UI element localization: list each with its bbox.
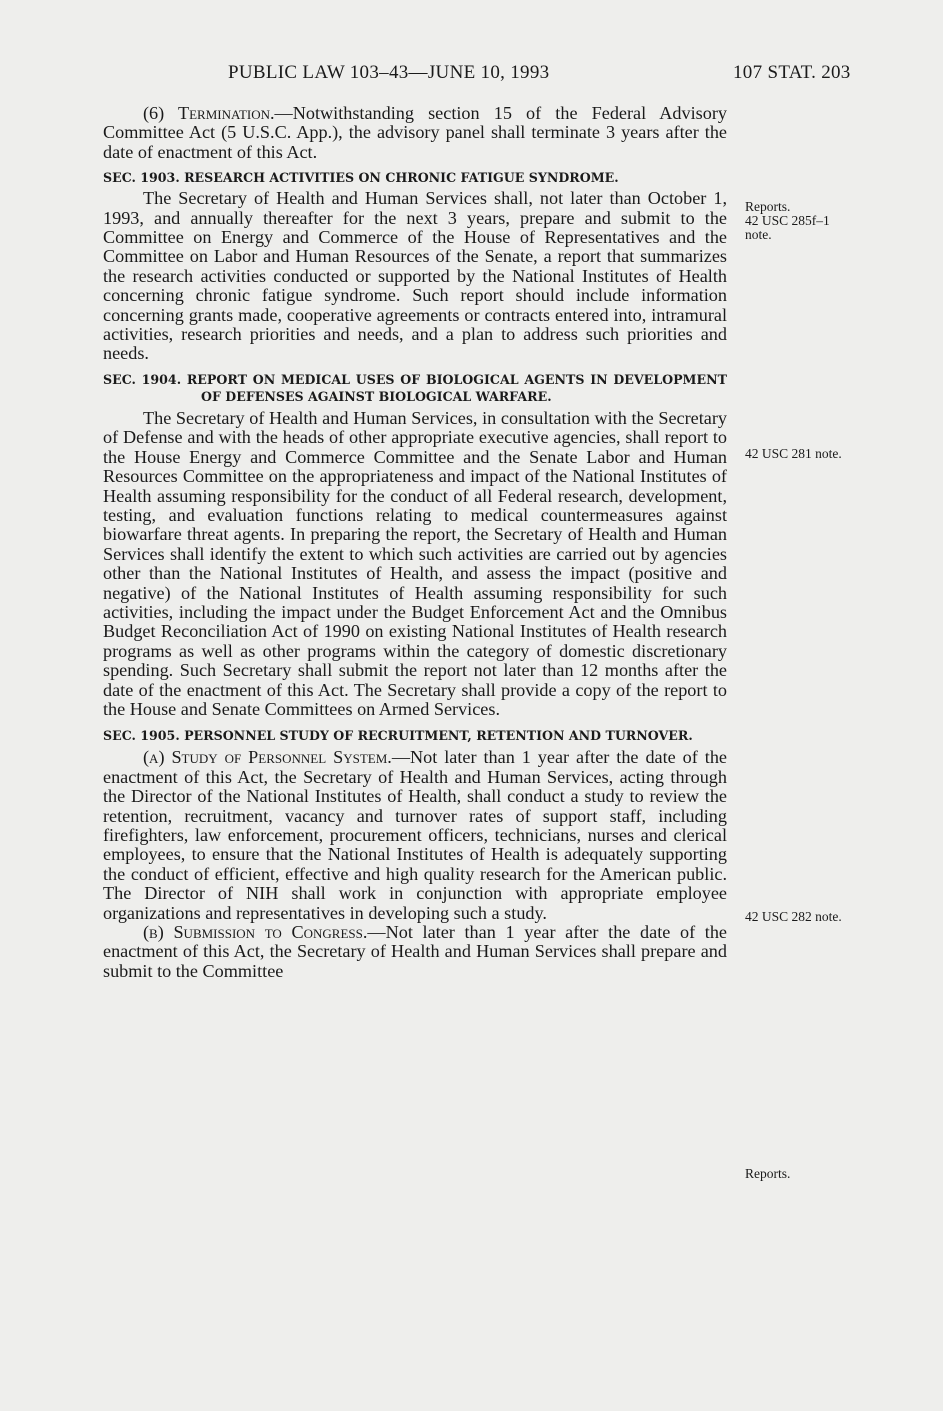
page-header xyxy=(0,62,943,88)
statute-page-number: 107 STAT. 203 xyxy=(733,62,851,83)
margin-note-sec-1905: 42 USC 282 note. xyxy=(745,909,842,924)
termination-label: (6) Termination. xyxy=(143,103,275,123)
paragraph-termination xyxy=(103,104,727,162)
sec-1905-para-a xyxy=(103,748,727,923)
sec-1904-heading: SEC. 1904. REPORT ON MEDICAL USES OF BIOLOGICAL AGENTS IN DEVELOPMENT OF DEFENSES AGAINST BIOLOGICAL WARFARE. xyxy=(103,371,727,404)
para-a-label: (a) Study of Personnel System. xyxy=(143,747,392,768)
margin-note-sec-1903: Reports. 42 USC 285f–1 note. xyxy=(745,199,830,242)
margin-note-sec-1904: 42 USC 281 note. xyxy=(745,446,842,461)
para-b-text: —Not later than 1 year after the date of the enactment of this Act, the Secretary of Health and Human Services shall prepare and submit to the Committee xyxy=(103,922,728,981)
sec-1904-text: The Secretary of Health and Human Services, in consultation with the Secretary of Defense and with the heads of other appropriate executive agencies, shall report to the House Energy and Commerce Committee and the Senate Labor and Human Resources Committee on the appropriateness and impact of the National Institutes of Health assuming responsibility for the conduct of all Federal research, development, testing, and evaluation functions relating to medical countermeasures against biowarfare threat agents. In preparing the report, the Secretary of Health and Human Services shall identify the extent to which such activities are carried out by agencies other than the National Institutes of Health, and assess the impact (positive and negative) of the National Institutes of Health assuming responsibility for such activities, including the impact under the Budget Enforcement Act and the Omnibus Budget Reconciliation Act of 1990 on existing National Institutes of Health research programs as well as other programs within the category of domestic discretionary spending. Such Secretary shall submit the report not later than 12 months after the date of the enactment of this Act. The Secretary shall provide a copy of the report to the House and Senate Committees on Armed Services. xyxy=(103,407,727,719)
termination-text: —Notwithstanding section 15 of the Federal Advisory Committee Act (5 U.S.C. App.), the advisory panel shall terminate 3 years after the date of enactment of this Act. xyxy=(103,103,727,162)
para-a-text: —Not later than 1 year after the date of the enactment of this Act, the Secretary of Health and Human Services, acting through the Director of the National Institutes of Health, shall conduct a study to review the retention, recruitment, vacancy and turnover rates of support staff, including firefighters, law enforcement, procurement officers, technicians, nurses and clerical employees, to ensure that the National Institutes of Health is adequately supporting the conduct of efficient, effective and high quality research for the American public. The Director of NIH shall work in conjunction with appropriate employee organizations and representatives in developing such a study. xyxy=(103,747,727,923)
running-title: PUBLIC LAW 103–43—JUNE 10, 1993 xyxy=(228,62,550,83)
sec-1905-heading: SEC. 1905. PERSONNEL STUDY OF RECRUITMENT, RETENTION AND TURNOVER. xyxy=(103,728,693,744)
sec-1905-para-b xyxy=(103,923,727,981)
sec-1903-heading: SEC. 1903. RESEARCH ACTIVITIES ON CHRONIC FATIGUE SYNDROME. xyxy=(103,170,619,186)
margin-note-para-b: Reports. xyxy=(745,1166,791,1181)
body-column xyxy=(103,104,727,981)
para-b-label: (b) Submission to Congress. xyxy=(143,922,368,943)
sec-1903-text: The Secretary of Health and Human Services shall, not later than October 1, 1993, and annually thereafter for the next 3 years, prepare and submit to the Committee on Energy and Commerce of the House of Representatives and the Committee on Labor and Human Resources of the Senate, a report that summarizes the research activities conducted or supported by the National Institutes of Health concerning chronic fatigue syndrome. Such report should include information concerning grants made, cooperative agreements or contracts entered into, intramural activities, research priorities and needs, and a plan to address such priorities and needs. xyxy=(103,188,727,364)
